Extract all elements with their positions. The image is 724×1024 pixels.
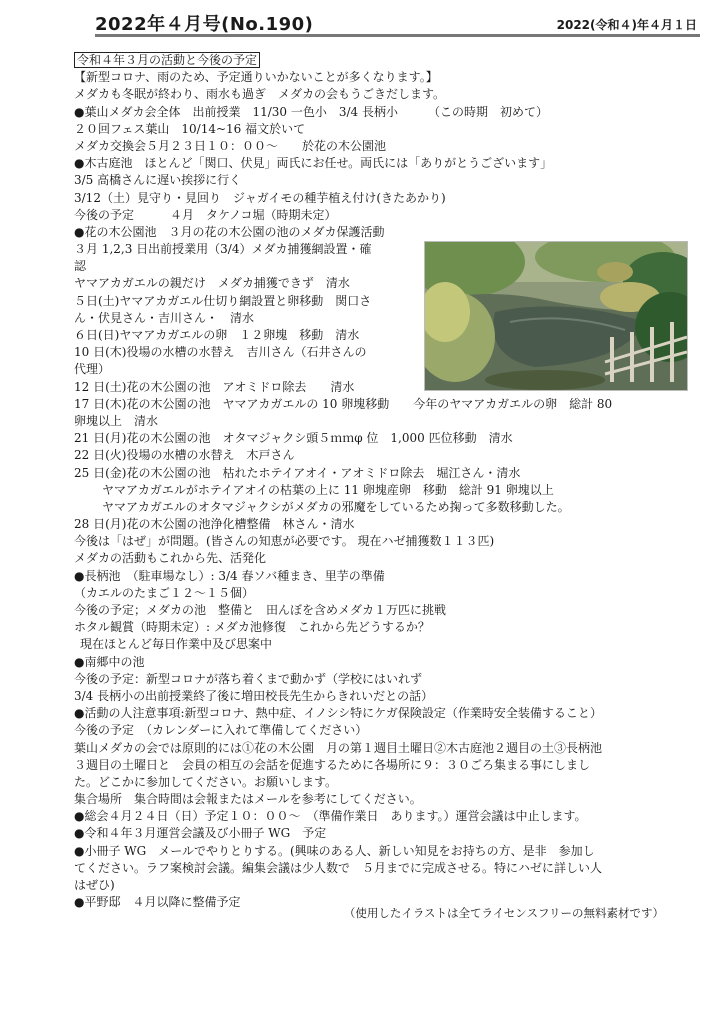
text-line: ３週目の土曜日と 会員の相互の会話を促進するために各場所に９：３０ごろ集まる事にしまし — [74, 757, 591, 772]
text-line: ホタル観賞（時期未定）: メダカ池修復 これから先どうするか？ — [74, 620, 430, 635]
text-line: ●平野邸 ４月以降に整備予定 — [74, 895, 241, 910]
text-line: 葉山メダカの会では原則的には①花の木公園 月の第１週目土曜日②木古庭池２週目の土③長柄池 — [74, 740, 603, 755]
text-line: 25 日(金)花の木公園の池 枯れたホテイアオイ・アオミドロ除去 堀江さん・清水 — [74, 465, 521, 480]
text-line: ２０回フェス葉山 10/14~16 福文於いて — [74, 121, 306, 136]
text-line: ●活動の人注意事項:新型コロナ、熱中症、イノシシ特にケガ保険設定（作業時安全装備すること） — [74, 706, 602, 721]
text-line: 3/5 高橋さんに遅い挨拶に行く — [74, 173, 242, 188]
text-line: てください。ラフ案検討会議。編集会議は少人数で ５月までに完成させる。特にハゼに詳しい人 — [74, 860, 603, 875]
text-line: 21 日(月)花の木公園の池 オタマジャクシ頭５ｍｍφ 位 1,000 匹位移動 清水 — [74, 431, 513, 446]
text-line: 認 — [74, 259, 87, 274]
issue-date: 2022(令和４)年４月１日 — [556, 18, 697, 32]
text-line: 今後の予定 ４月 タケノコ堀（時期未定） — [74, 207, 337, 222]
text-line: 3/12（土）見守り・見回り ジャガイモの種芋植え付け(きたあかり) — [74, 190, 446, 205]
header-rule — [95, 34, 700, 37]
footer-note: （使用したイラストは全てライセンスフリーの無料素材です） — [343, 906, 664, 920]
text-line: メダカの活動もこれから先、活発化 — [74, 551, 267, 566]
text-line: 10 日(木)役場の水槽の水替え 吉川さん（石井さんの — [74, 345, 367, 360]
text-line: ●令和４年３月運営会議及び小冊子 WG 予定 — [74, 826, 327, 841]
text-line: 卵塊以上 清水 — [74, 413, 159, 428]
text-line: 12 日(土)花の木公園の池 アオミドロ除去 清水 — [74, 379, 355, 394]
masthead — [95, 10, 705, 36]
pond-photo-illustration — [425, 242, 687, 390]
text-line: 集合場所 集合時間は会報またはメールを参考にしてください。 — [74, 792, 422, 807]
text-line: た。どこかに参加してください。お願いします。 — [74, 774, 338, 789]
text-line: ６日(日)ヤマアカガエルの卵 １２卵塊 移動 清水 — [74, 328, 360, 342]
text-line: ●葉山メダカ会全体 出前授業 11/30 一色小 3/4 長柄小 （この時期 初めて） — [74, 104, 548, 119]
text-line: 17 日(木)花の木公園の池 ヤマアカガエルの 10 卵塊移動 今年のヤマアカガエルの卵 総計 80 — [74, 396, 613, 411]
text-line: ヤマアカガエルのオタマジャクシがメダカの邪魔をしているため掬って多数移動した。 — [102, 499, 570, 514]
text-line: はぜひ) — [74, 878, 115, 892]
text-line: 22 日(火)役場の水槽の水替え 木戸さん — [74, 448, 295, 463]
section-heading — [74, 52, 698, 69]
text-line: ヤマアカガエルの親だけ メダカ捕獲できず 清水 — [74, 276, 350, 291]
text-line: 現在ほとんど毎日作業中及び思案中 — [80, 637, 273, 652]
text-line: ３月 1,2,3 日出前授業用（3/4）メダカ捕獲網設置・確 — [74, 242, 372, 257]
text-line: 3/4 長柄小の出前授業終了後に増田校長先生からきれいだとの話） — [74, 688, 434, 703]
text-line: ●南郷中の池 — [74, 654, 145, 669]
text-line: 【新型コロナ、雨のため、予定通りいかないことが多くなります。】 — [74, 70, 438, 85]
text-line: メダカも冬眠が終わり、雨水も過ぎ メダカの会もうごきだします。 — [74, 87, 446, 102]
text-line: （カエルのたまご１２～１５個） — [74, 585, 255, 600]
text-line: ●木古庭池 ほとんど「関口、伏見」両氏にお任せ。両氏には「ありがとうございます」 — [74, 156, 553, 171]
text-line: 今後の予定 （カレンダーに入れて準備してください） — [74, 723, 368, 738]
text-line: ●花の木公園池 ３月の花の木公園の池のメダカ保護活動 — [74, 224, 385, 239]
article-body — [74, 52, 698, 911]
text-line: ●総会４月２４日（日）予定１０：００～ （準備作業日 あります。）運営会議は中止します。 — [74, 809, 587, 824]
text-line: 今後の予定；メダカの池 整備と 田んぼを含めメダカ１万匹に挑戦 — [74, 603, 447, 617]
text-line: 今後は「はぜ」が問題。(皆さんの知恵が必要です。 現在ハゼ捕獲数１１３匹) — [74, 534, 495, 549]
pond-photo — [424, 241, 688, 391]
text-line: ヤマアカガエルがホテイアオイの枯葉の上に 11 卵塊産卵 移動 総計 91 卵塊以上 — [102, 482, 554, 497]
text-line: 28 日(月)花の木公園の池浄化槽整備 林さん・清水 — [74, 517, 355, 532]
text-line: 代理） — [74, 362, 111, 377]
text-line: ５日(土)ヤマアカガエル仕切り網設置と卵移動 関口さ — [74, 293, 372, 308]
text-line: ん・伏見さん・吉川さん・ 清水 — [74, 310, 255, 325]
text-line: 今後の予定：新型コロナが落ち着くまで動かず（学校にはいれず — [74, 671, 423, 686]
issue-title: 2022年４月号(No.190) — [95, 14, 314, 35]
text-line: ●小冊子 WG メールでやりとりする。(興味のある人、新しい知見をお持ちの方、是非 参加し — [74, 843, 595, 858]
section-heading-text: 令和４年３月の活動と今後の予定 — [74, 52, 260, 68]
text-line: ●長柄池 （駐車場なし）: 3/4 春ソバ種まき、里芋の準備 — [74, 568, 385, 583]
text-line: メダカ交換会５月２３日１０：００～ 於花の木公園池 — [74, 138, 387, 153]
